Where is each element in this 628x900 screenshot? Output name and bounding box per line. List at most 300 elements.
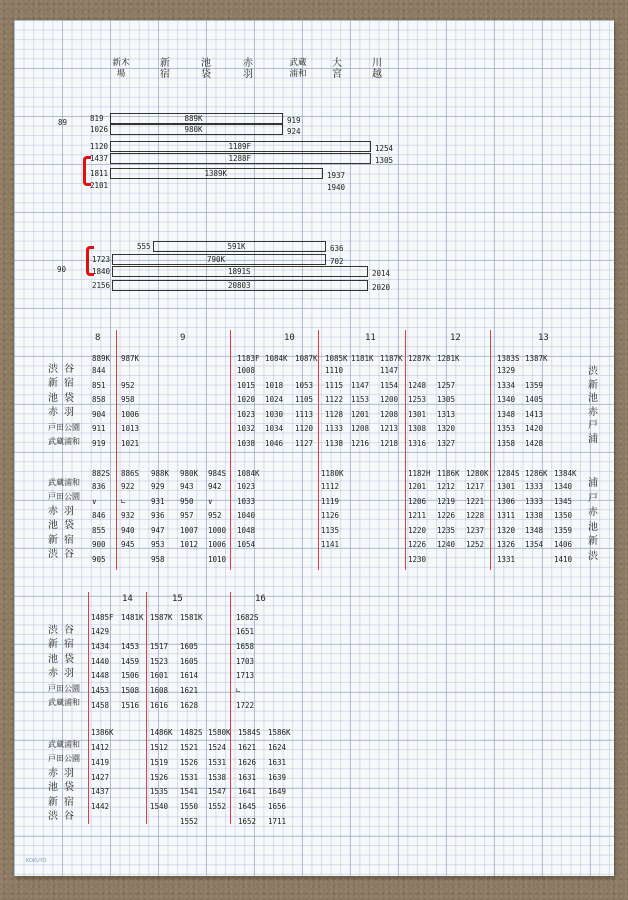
time-cell: 952 <box>121 380 135 390</box>
hour-separator <box>490 330 491 570</box>
time-cell: 1412 <box>91 743 110 752</box>
bar-end-time: 2020 <box>372 283 391 292</box>
time-cell: 958 <box>151 554 165 564</box>
time-cell: 1631 <box>238 772 257 782</box>
station-label: 池袋 <box>48 520 80 532</box>
time-cell: 1201 <box>408 482 427 491</box>
time-cell: 1030 <box>265 409 284 419</box>
time-cell: 1526 <box>180 757 199 767</box>
time-cell: 1506 <box>121 671 140 681</box>
hour-label: 14 <box>122 594 133 604</box>
time-cell: 1010 <box>208 554 227 564</box>
time-cell: 905 <box>92 554 106 564</box>
bar-start-time: 2101 <box>90 181 109 190</box>
time-cell: 1252 <box>466 540 485 549</box>
time-cell: 1601 <box>150 671 169 681</box>
station-label: 新宿 <box>48 796 80 808</box>
time-cell: 1021 <box>121 438 140 448</box>
header-station: 川 越 <box>372 58 382 80</box>
time-cell: 1000 <box>208 525 227 535</box>
time-cell: 1133 <box>325 424 344 433</box>
time-cell: 1112 <box>321 482 340 491</box>
bar-end-time: 1937 <box>327 171 346 180</box>
time-cell: 1616 <box>150 701 169 710</box>
time-cell: 1208 <box>380 409 399 419</box>
time-cell: 1006 <box>121 409 140 419</box>
time-cell: 1033 <box>237 496 256 506</box>
bar-end-time: 919 <box>287 116 301 125</box>
time-cell: 1305 <box>437 395 456 404</box>
bar-start-time: 819 <box>90 114 104 123</box>
train-id: 1183F <box>237 354 260 363</box>
bar-train-id: 1389K <box>204 169 228 178</box>
bar-start-time: 555 <box>137 242 151 251</box>
time-cell: 1018 <box>265 380 284 390</box>
time-cell: 1201 <box>351 409 370 419</box>
time-cell: 1645 <box>238 802 257 812</box>
station-label: 戸田公園 <box>48 754 80 764</box>
hour-separator <box>230 330 231 570</box>
time-cell: 1306 <box>497 496 516 506</box>
bar-start-time: 1437 <box>90 154 109 163</box>
time-cell: 1531 <box>208 757 227 767</box>
station-label: 戸田公園 <box>48 422 80 432</box>
time-cell: 1413 <box>525 409 544 419</box>
time-cell: 855 <box>92 525 106 535</box>
station-label: 武蔵浦和 <box>48 698 80 707</box>
station-label: 赤羽 <box>48 668 80 680</box>
time-cell: 1523 <box>150 656 169 666</box>
train-id: 1180K <box>321 469 344 478</box>
station-label: 渋谷 <box>48 811 80 822</box>
time-cell: 1217 <box>466 482 485 491</box>
time-cell: 1608 <box>150 686 169 696</box>
time-cell: 1406 <box>554 540 573 549</box>
time-cell: 1428 <box>525 438 544 448</box>
time-cell: 1345 <box>554 496 573 506</box>
station-label: 戸田公園 <box>48 683 80 693</box>
time-cell: 1703 <box>236 656 255 666</box>
header-station: 新 宿 <box>160 58 170 80</box>
station-label: 武蔵浦和 <box>48 740 80 749</box>
time-cell: 1340 <box>497 395 516 404</box>
time-cell: 1652 <box>238 817 257 826</box>
time-cell: 1641 <box>238 787 257 797</box>
station-label-right: 池 <box>588 521 598 533</box>
time-cell: 953 <box>151 540 165 549</box>
time-cell: 1126 <box>321 511 340 520</box>
time-cell: 1512 <box>150 743 169 752</box>
time-cell: 1327 <box>437 438 456 448</box>
time-cell: 1359 <box>525 380 544 390</box>
time-cell: 1208 <box>351 424 370 433</box>
time-cell: 1358 <box>497 438 516 448</box>
bar-train-id: 1189F <box>228 142 252 151</box>
train-id: 980K <box>180 469 199 478</box>
time-cell: 1535 <box>150 787 169 797</box>
time-cell: 1008 <box>237 366 256 375</box>
train-id: 984S <box>208 469 227 478</box>
time-cell: 904 <box>92 409 106 419</box>
time-cell: 1237 <box>466 525 485 535</box>
time-cell: 1122 <box>325 395 344 404</box>
time-cell: 1119 <box>321 496 340 506</box>
time-cell: 844 <box>92 366 106 375</box>
time-cell: 1105 <box>295 395 314 404</box>
hour-separator <box>230 592 231 824</box>
section-label: 89 <box>58 118 68 127</box>
time-cell: 1333 <box>525 496 544 506</box>
time-cell: 1020 <box>237 395 256 404</box>
station-label: 池袋 <box>48 653 80 665</box>
time-cell: 1015 <box>237 380 256 390</box>
hour-separator <box>146 592 147 824</box>
time-cell: 1628 <box>180 701 199 710</box>
time-cell: 1552 <box>180 817 199 826</box>
station-label: 渋谷 <box>48 549 80 560</box>
train-id: 1482S <box>180 728 203 737</box>
train-id: 889K <box>92 354 111 363</box>
time-cell: 1350 <box>554 511 573 520</box>
time-cell: 1054 <box>237 540 256 549</box>
time-cell: 1034 <box>265 424 284 433</box>
time-cell: 1253 <box>408 395 427 404</box>
time-cell: 1437 <box>91 787 110 797</box>
train-id: 882S <box>92 469 111 478</box>
time-cell: 957 <box>180 511 194 520</box>
time-cell: 1032 <box>237 424 256 433</box>
bar-train-id: 1891S <box>228 267 251 276</box>
train-id: 1084K <box>237 469 260 478</box>
station-label-right: 新 <box>588 379 598 391</box>
red-bracket <box>83 156 91 186</box>
bar-start-time: 1026 <box>90 125 109 134</box>
time-cell: 922 <box>121 482 135 491</box>
time-cell: 1138 <box>325 438 344 448</box>
time-cell: 1453 <box>91 686 110 696</box>
time-cell: 1320 <box>437 424 456 433</box>
time-cell: 1023 <box>237 482 256 491</box>
time-cell: 1722 <box>236 701 255 710</box>
bar-train-id: 980K <box>184 125 203 134</box>
hour-label: 11 <box>365 333 376 343</box>
header-station: 武蔵 浦和 <box>289 58 307 79</box>
time-cell: 1353 <box>497 424 516 433</box>
station-label-right: 赤 <box>588 507 598 518</box>
train-id: 1286K <box>525 469 548 478</box>
station-label-right: 戸 <box>588 420 598 431</box>
time-cell: 931 <box>151 496 165 506</box>
time-cell: 1552 <box>208 802 227 812</box>
header-station: 新木 場 <box>112 58 130 79</box>
time-cell: 1308 <box>408 424 427 433</box>
time-cell: 1334 <box>497 380 516 390</box>
station-label-right: 渋 <box>588 550 598 562</box>
time-cell: 1007 <box>180 525 199 535</box>
time-cell: 900 <box>92 540 106 549</box>
time-cell: 1218 <box>380 438 399 448</box>
time-cell: 1348 <box>525 525 544 535</box>
time-cell: 1206 <box>408 496 427 506</box>
time-cell: 1257 <box>437 380 456 390</box>
time-cell: 1221 <box>466 496 485 506</box>
station-label-right: 池 <box>588 393 598 404</box>
time-cell: 942 <box>208 482 222 491</box>
time-cell: 1329 <box>497 366 516 375</box>
train-id: 1682S <box>236 613 259 622</box>
station-label-right: 浦 <box>588 478 598 489</box>
time-cell: 1605 <box>180 656 199 666</box>
time-cell: 1046 <box>265 438 284 448</box>
time-cell: 1521 <box>180 743 199 752</box>
train-id: 1281K <box>437 354 460 363</box>
station-label-right: 赤 <box>588 406 598 418</box>
time-cell: 1219 <box>437 496 456 506</box>
time-cell: 1405 <box>525 395 544 404</box>
time-cell: 1311 <box>497 511 516 520</box>
hour-separator <box>318 330 319 570</box>
time-cell: 1230 <box>408 554 427 564</box>
bar-train-id: 790K <box>207 255 226 264</box>
train-id: 1485F <box>91 613 114 622</box>
time-cell: 858 <box>92 395 106 404</box>
time-cell: ∨ <box>208 496 213 506</box>
bar-start-time: 2156 <box>92 281 111 290</box>
time-cell: 1531 <box>180 772 199 782</box>
time-cell: 1333 <box>525 482 544 491</box>
time-cell: 1113 <box>295 409 314 419</box>
station-label-right: 戸 <box>588 492 598 504</box>
time-cell: 851 <box>92 380 106 390</box>
station-label: 武蔵浦和 <box>48 437 80 446</box>
time-cell: ∟ <box>121 496 126 506</box>
train-id: 1181K <box>351 354 374 363</box>
time-cell: 1240 <box>437 540 456 549</box>
bar-end-time: 1305 <box>375 156 394 165</box>
train-id: 886S <box>121 469 140 478</box>
time-cell: 1212 <box>437 482 456 491</box>
time-cell: 1711 <box>268 817 287 826</box>
hour-label: 12 <box>450 333 461 343</box>
time-cell: 1547 <box>208 787 227 797</box>
header-station: 大 宮 <box>332 58 342 80</box>
train-id: 988K <box>151 469 170 478</box>
time-cell: 1135 <box>321 525 340 535</box>
bar-end-time: 1940 <box>327 183 346 192</box>
section-label: 90 <box>57 265 67 274</box>
station-label: 新宿 <box>48 639 80 651</box>
red-bracket <box>86 246 94 276</box>
time-cell: 1326 <box>497 540 516 549</box>
time-cell: 1012 <box>180 540 199 549</box>
station-label-right: 渋 <box>588 366 598 377</box>
time-cell: 1420 <box>525 424 544 433</box>
time-cell: 1440 <box>91 656 110 666</box>
time-cell: 1216 <box>351 438 370 448</box>
station-label-right: 浦 <box>588 433 598 445</box>
time-cell: 1235 <box>437 525 456 535</box>
time-cell: 1313 <box>437 409 456 419</box>
time-cell: 1458 <box>91 701 110 710</box>
time-cell: 943 <box>180 482 194 491</box>
time-cell: 1024 <box>265 395 284 404</box>
train-id: 1186K <box>437 469 460 478</box>
bar-start-time: 1120 <box>90 142 109 151</box>
time-cell: 1340 <box>554 482 573 491</box>
time-cell: 1115 <box>325 380 344 390</box>
time-cell: 1301 <box>408 409 427 419</box>
hour-label: 8 <box>95 333 101 343</box>
bar-start-time: 1723 <box>92 255 111 264</box>
time-cell: 945 <box>121 540 135 549</box>
train-id: 1187K <box>380 354 403 363</box>
train-id: 1085K <box>325 354 348 363</box>
train-id: 1087K <box>295 354 318 363</box>
time-cell: 1526 <box>150 772 169 782</box>
time-cell: 936 <box>151 511 165 520</box>
hour-label: 13 <box>538 333 549 343</box>
station-label: 戸田公園 <box>48 492 80 502</box>
time-cell: 1429 <box>91 627 110 636</box>
station-label: 新宿 <box>48 534 80 546</box>
hour-separator <box>116 330 117 570</box>
time-cell: 1434 <box>91 641 110 651</box>
time-cell: 952 <box>208 511 222 520</box>
time-cell: 1154 <box>380 380 399 390</box>
time-cell: 1301 <box>497 482 516 491</box>
time-cell: 1508 <box>121 686 140 696</box>
time-cell: 1631 <box>268 757 287 767</box>
hour-separator <box>405 330 406 570</box>
train-id: 1182H <box>408 469 431 478</box>
time-cell: 1658 <box>236 641 255 651</box>
time-cell: 1248 <box>408 380 427 390</box>
time-cell: 1517 <box>150 641 169 651</box>
time-cell: 1053 <box>295 380 314 390</box>
time-cell: 1200 <box>380 395 399 404</box>
header-station: 赤 羽 <box>243 58 253 80</box>
station-label: 新宿 <box>48 378 80 390</box>
time-cell: 1153 <box>351 395 370 404</box>
time-cell: 1141 <box>321 540 340 549</box>
station-label: 赤羽 <box>48 505 80 517</box>
time-cell: 1419 <box>91 757 110 767</box>
station-label: 渋谷 <box>48 364 80 375</box>
brand-mark: KOKUYO <box>26 858 47 864</box>
bar-train-id: 889K <box>184 114 203 123</box>
time-cell: 950 <box>180 496 194 506</box>
time-cell: 1316 <box>408 438 427 448</box>
time-cell: 1524 <box>208 743 227 752</box>
time-cell: 1621 <box>180 686 199 696</box>
time-cell: 1624 <box>268 743 287 752</box>
time-cell: 911 <box>92 424 106 433</box>
time-cell: 1048 <box>237 525 256 535</box>
hour-label: 16 <box>255 594 266 604</box>
time-cell: 1338 <box>525 511 544 520</box>
time-cell: 932 <box>121 511 135 520</box>
time-cell: 836 <box>92 482 106 491</box>
train-id: 1386K <box>91 728 114 737</box>
time-cell: 1110 <box>325 366 344 375</box>
time-cell: 1038 <box>237 438 256 448</box>
time-cell: 940 <box>121 525 135 535</box>
time-cell: 1213 <box>380 424 399 433</box>
time-cell: 1128 <box>325 409 344 419</box>
train-id: 1486K <box>150 728 173 737</box>
time-cell: 1013 <box>121 424 140 433</box>
bar-train-id: 20803 <box>228 281 251 290</box>
hour-label: 10 <box>284 333 295 343</box>
grid-paper-sheet <box>14 20 614 876</box>
train-id: 1287K <box>408 354 431 363</box>
train-id: 1384K <box>554 469 577 478</box>
time-cell: 1359 <box>554 525 573 535</box>
train-id: 1587K <box>150 613 173 622</box>
time-cell: 1649 <box>268 787 287 797</box>
time-cell: 1538 <box>208 772 227 782</box>
station-label: 赤羽 <box>48 767 80 779</box>
time-cell: 1023 <box>237 409 256 419</box>
time-cell: 1614 <box>180 671 199 681</box>
train-id: 1084K <box>265 354 288 363</box>
station-label: 池袋 <box>48 392 80 404</box>
time-cell: 846 <box>92 511 106 520</box>
station-label: 渋谷 <box>48 625 80 636</box>
time-cell: 1320 <box>497 525 516 535</box>
station-label: 武蔵浦和 <box>48 478 80 487</box>
bar-start-time: 1811 <box>90 169 109 178</box>
time-cell: 1713 <box>236 671 255 681</box>
time-cell: 919 <box>92 438 106 448</box>
hour-separator <box>88 592 89 824</box>
time-cell: ∟ <box>236 686 241 696</box>
time-cell: 1516 <box>121 701 140 710</box>
bar-end-time: 702 <box>330 257 344 266</box>
train-id: 1284S <box>497 469 520 478</box>
bar-start-time: 1840 <box>92 267 111 276</box>
station-label: 赤羽 <box>48 407 80 419</box>
time-cell: 947 <box>151 525 165 535</box>
train-id: 1586K <box>268 728 291 737</box>
bar-end-time: 924 <box>287 127 301 136</box>
time-cell: 958 <box>121 395 135 404</box>
train-id: 1280K <box>466 469 489 478</box>
hour-label: 15 <box>172 594 183 604</box>
train-id: 1584S <box>238 728 261 737</box>
time-cell: 1331 <box>497 554 516 564</box>
time-cell: 1354 <box>525 540 544 549</box>
time-cell: 1040 <box>237 511 256 520</box>
train-id: 1387K <box>525 354 548 363</box>
time-cell: 1621 <box>238 743 257 752</box>
train-id: 1383S <box>497 354 520 363</box>
time-cell: 1626 <box>238 757 257 767</box>
bar-end-time: 2014 <box>372 269 391 278</box>
time-cell: 1226 <box>437 511 456 520</box>
time-cell: 1127 <box>295 438 314 448</box>
time-cell: 1605 <box>180 641 199 651</box>
bar-end-time: 1254 <box>375 144 394 153</box>
time-cell: 1453 <box>121 641 140 651</box>
time-cell: 1226 <box>408 540 427 549</box>
time-cell: 1541 <box>180 787 199 797</box>
time-cell: ∨ <box>92 496 97 506</box>
train-id: 987K <box>121 354 140 363</box>
time-cell: 1519 <box>150 757 169 767</box>
train-id: 1581K <box>180 613 203 622</box>
bar-train-id: 591K <box>227 242 246 251</box>
